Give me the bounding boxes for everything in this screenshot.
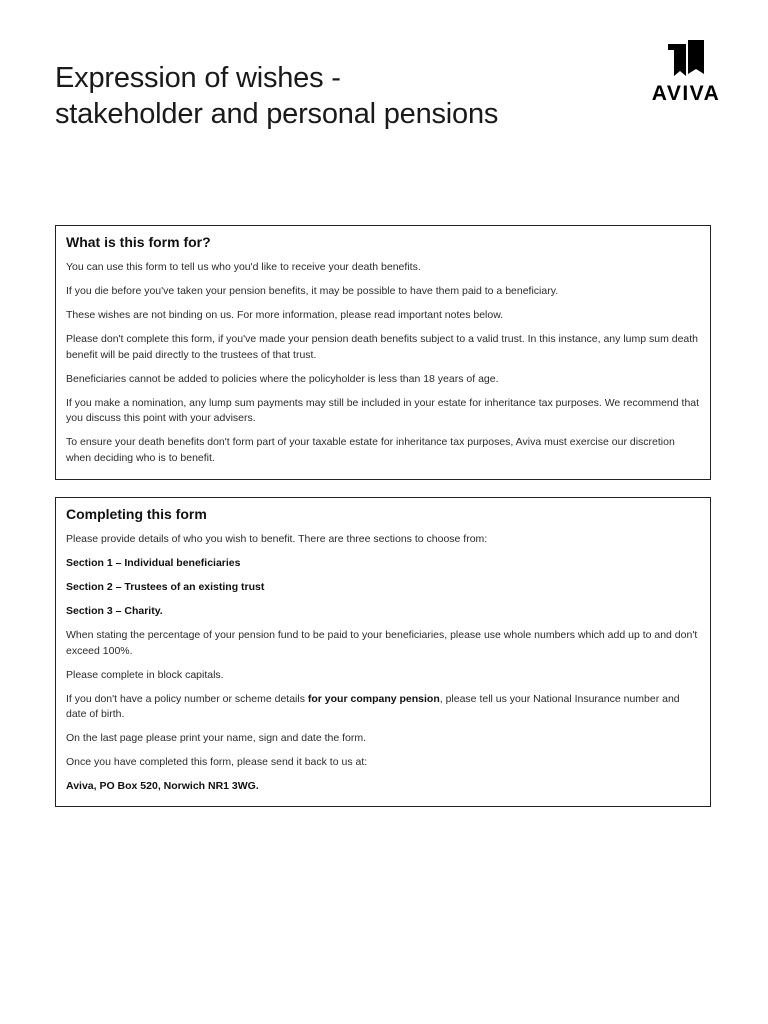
- intro-paragraph: Please provide details of who you wish to benefit. There are three sections to choose from:: [66, 533, 488, 545]
- section-3-label: Section 3 – Charity.: [66, 605, 163, 617]
- policy-note-start: If you don't have a policy number or scheme details: [66, 692, 308, 705]
- send-back-note: Once you have completed this form, please send it back to us at:: [66, 756, 368, 768]
- completing-this-form-section: [55, 497, 711, 807]
- aviva-logo: [638, 40, 734, 106]
- paragraph: To ensure your death benefits don't form part of your taxable estate for inheritance tax purposes, Aviva must exercise our discretion when deciding who is to benefit.: [66, 436, 675, 464]
- last-page-note: On the last page please print your name, sign and date the form.: [66, 732, 367, 744]
- policy-note-emphasis: for your company pension: [307, 692, 440, 705]
- percentage-note: When stating the percentage of your pension fund to be paid to your beneficiaries, please use whole numbers which add up to and don't exceed 100%.: [66, 629, 698, 657]
- section-heading: What is this form for?: [66, 234, 211, 250]
- paragraph: Please don't complete this form, if you've made your pension death benefits subject to a valid trust. In this instance, any lump sum death benefit will be paid directly to the trustees of that trust.: [66, 333, 699, 361]
- page-title: [55, 60, 498, 132]
- paragraph: If you make a nomination, any lump sum payments may still be included in your estate for inheritance tax purposes. We recommend that you discuss this point with your advisers.: [66, 396, 700, 424]
- section-heading: Completing this form: [66, 506, 207, 522]
- policy-number-note: [66, 692, 700, 723]
- policy-note-end: , please tell us your National Insurance number and date of birth.: [66, 692, 680, 720]
- paragraph: You can use this form to tell us who you'd like to receive your death benefits.: [66, 261, 421, 273]
- postal-address: Aviva, PO Box 520, Norwich NR1 3WG.: [66, 780, 259, 792]
- page-title-line-1: Expression of wishes -: [55, 62, 341, 94]
- section-1-label: Section 1 – Individual beneficiaries: [66, 557, 241, 569]
- aviva-logo-text: AVIVA: [651, 82, 721, 105]
- aviva-flag-icon: [666, 40, 706, 78]
- section-2-label: Section 2 – Trustees of an existing trust: [66, 581, 265, 593]
- page-title-line-2: stakeholder and personal pensions: [55, 98, 499, 130]
- paragraph: Beneficiaries cannot be added to policies where the policyholder is less than 18 years of age.: [66, 372, 499, 385]
- what-is-this-form-for-section: [55, 225, 711, 480]
- block-capitals-note: Please complete in block capitals.: [66, 668, 224, 681]
- paragraph: If you die before you've taken your pension benefits, it may be possible to have them paid to a beneficiary.: [66, 285, 559, 297]
- paragraph: These wishes are not binding on us. For more information, please read important notes below.: [66, 309, 504, 321]
